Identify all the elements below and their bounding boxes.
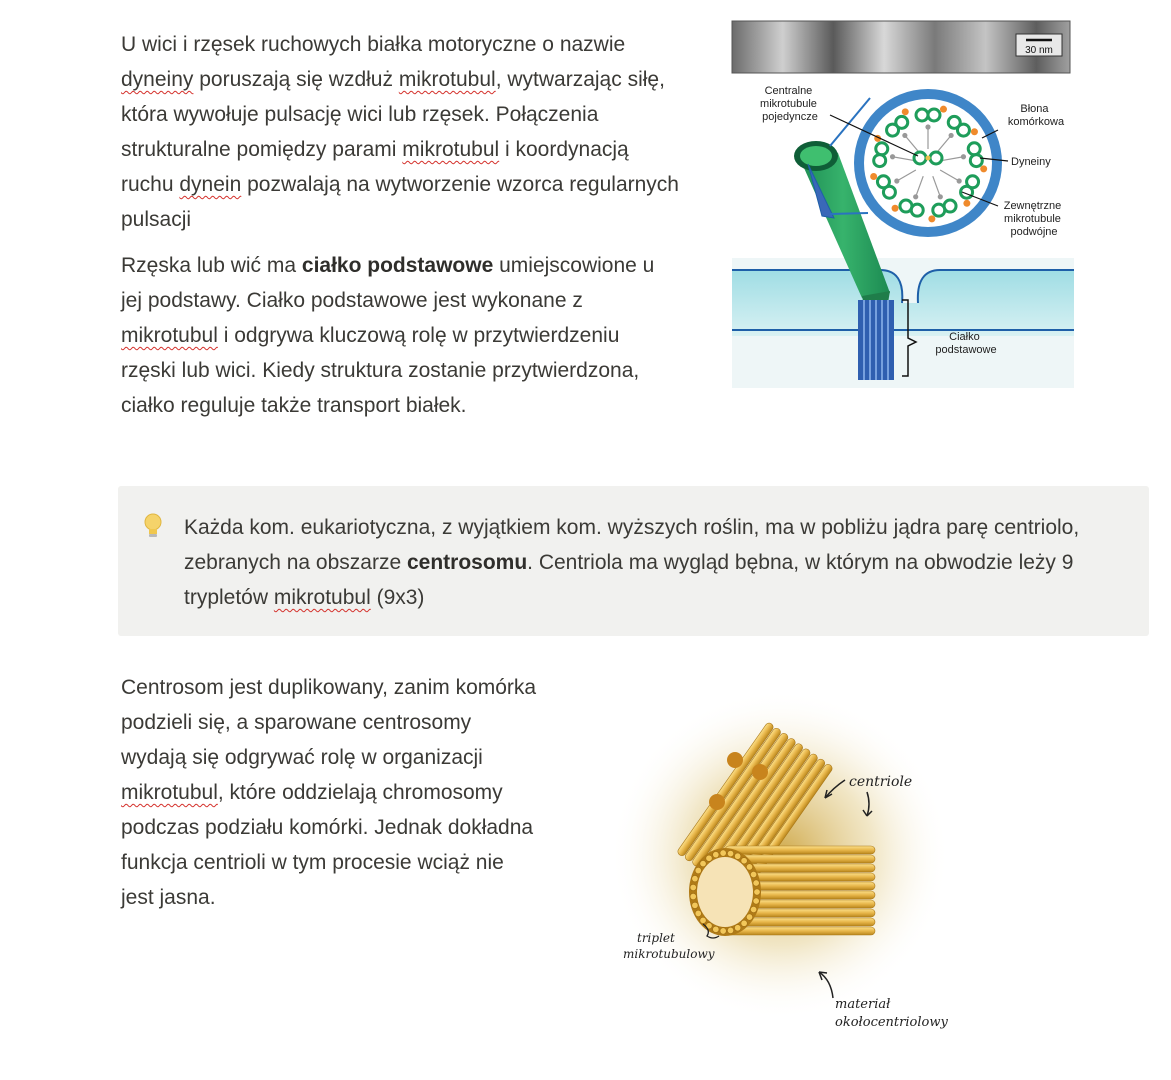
triplet-tubule <box>695 910 701 916</box>
spoke-head <box>938 195 942 199</box>
triplet-tubule <box>754 889 760 895</box>
label-dyneins: Dyneiny <box>1011 156 1051 168</box>
label-basal-2: podstawowe <box>935 344 997 356</box>
text-segment: i koordynacją ruchu <box>121 138 629 196</box>
triplet-tubule <box>695 867 701 873</box>
text-segment: umiejscowione u jej podstawy. Ciałko podstawowe jest wykonane z <box>121 254 655 312</box>
text-segment: i odgrywa kluczową rolę w przytwierdzeniu rzęski lub wici. Kiedy struktura zostanie przytwierdzona, ciałko reguluje także transport białek. <box>121 324 640 417</box>
paragraph-flagella-motion <box>121 27 681 237</box>
dynein-arm <box>902 108 909 115</box>
triplet-tubule <box>746 864 752 870</box>
triplet-tubule <box>727 850 733 856</box>
spoke-head <box>961 155 965 159</box>
svg-text:Zewnętrzne mikrotubule <box>1004 200 1065 238</box>
svg-text:Błona komórkowa <box>1008 103 1065 128</box>
basal-body <box>858 300 894 380</box>
triplet-tubule <box>750 871 756 877</box>
label-membrane-1: Błona <box>1020 103 1049 115</box>
label-outer-1: Zewnętrzne <box>1003 200 1062 212</box>
spoke-head <box>891 155 895 159</box>
triplet-tubule <box>690 884 696 890</box>
text-segment: . Centriola ma wygląd bębna, w którym na obwodzie leży 9 trypletów <box>184 551 1074 609</box>
spellcheck-word: mikrotubul <box>273 586 371 609</box>
spellcheck-word: mikrotubul <box>121 324 218 347</box>
triplet-tubule <box>692 902 698 908</box>
paragraph-centrosome-duplication <box>121 670 541 915</box>
spoke-head <box>926 125 930 129</box>
centriole-front <box>689 846 875 936</box>
dynein-arm <box>980 165 987 172</box>
triplet-tubule <box>700 917 706 923</box>
paragraph-basal-body <box>121 248 669 423</box>
triplet-tubule <box>734 925 740 931</box>
text-segment: , wytwarzając siłę, która wywołuje pulsację wici lub rzęsek. Połączenia strukturalne pomiędzy parami <box>121 68 665 161</box>
label-material-1: materiał <box>835 997 891 1012</box>
text-segment: Rzęska lub wić ma <box>121 254 302 277</box>
spoke-head <box>914 195 918 199</box>
text-segment: Każda kom. eukariotyczna, z wyjątkiem kom. wyższych roślin, ma w pobliżu jądra parę centriolo, zebranych na obszarze <box>184 516 1080 574</box>
callout-text <box>184 510 1114 615</box>
label-triplet-1: triplet <box>637 931 675 945</box>
label-central-1: Centralne <box>764 85 813 97</box>
spellcheck-word: mikrotubul <box>398 68 496 91</box>
spellcheck-word: dyneiny <box>121 68 194 91</box>
microtubule-rod <box>725 927 875 935</box>
bold-term: ciałko podstawowe <box>301 254 494 277</box>
callout-centrosome <box>118 486 1149 636</box>
text-segment: (9x3) <box>370 586 425 609</box>
dynein-arm <box>963 200 970 207</box>
triplet-tubule <box>750 906 756 912</box>
svg-text:Centralne mikrotubule <box>760 85 820 123</box>
dynein-arm <box>928 215 935 222</box>
triplet-tubule <box>706 855 712 861</box>
spellcheck-word: mikrotubul <box>121 781 218 804</box>
spoke-head <box>903 133 907 137</box>
text-segment: , które oddzielają chromosomy podczas podziału komórki. Jednak dokładna funkcja centrioli w tym procesie wciąż nie jest jasna. <box>121 781 534 909</box>
dynein-arm <box>892 205 899 212</box>
text-segment: pozwalają na wytworzenie wzorca regularnych pulsacji <box>121 173 679 231</box>
text-segment: U wici i rzęsek ruchowych białka motoryczne o nazwie <box>121 33 626 56</box>
triplet-tubule <box>734 853 740 859</box>
scale-bar-label: 30 nm <box>1025 45 1053 56</box>
label-membrane-2: komórkowa <box>1007 116 1065 128</box>
triplet-tubule <box>713 851 719 857</box>
label-outer-3: podwójne <box>1010 226 1058 238</box>
svg-text:materiał okołocentriolowy <box>835 997 948 1030</box>
triplet-tubule <box>720 850 726 856</box>
spoke-head <box>949 133 953 137</box>
triplet-tubule <box>741 920 747 926</box>
triplet-tubule <box>746 914 752 920</box>
triplet-tubule <box>692 875 698 881</box>
microtubule-rod <box>725 846 875 854</box>
centriole-illustration <box>605 680 960 1050</box>
label-triplet-2: mikrotubulowy <box>623 947 715 961</box>
triplet-tubule <box>753 898 759 904</box>
label-central-3: pojedyncze <box>762 111 818 123</box>
spoke-head <box>895 179 899 183</box>
label-outer-2: mikrotubule <box>1004 213 1061 225</box>
lightbulb-icon <box>144 513 162 544</box>
label-central-2: mikrotubule <box>760 98 817 110</box>
triplet-tubule <box>727 927 733 933</box>
text-segment: Centrosom jest duplikowany, zanim komórka podzieli się, a sparowane centrosomy wydają się odgrywać rolę w organizacji <box>121 676 537 769</box>
label-centriole: centriole <box>849 774 913 790</box>
label-material-2: okołocentriolowy <box>835 1015 948 1030</box>
spellcheck-word: mikrotubul <box>402 138 500 161</box>
triplet-tubule <box>720 928 726 934</box>
triplet-tubule <box>700 860 706 866</box>
label-basal-1: Ciałko <box>949 331 980 343</box>
spellcheck-word: dynein <box>179 173 242 196</box>
dynein-arm <box>971 128 978 135</box>
spoke-head <box>957 179 961 183</box>
bold-term: centrosomu <box>406 551 528 574</box>
dynein-arm <box>940 106 947 113</box>
triplet-tubule <box>713 926 719 932</box>
triplet-tubule <box>753 880 759 886</box>
dynein-arm <box>870 173 877 180</box>
text-segment: poruszają się wzdłuż <box>193 68 399 91</box>
triplet-tubule <box>741 858 747 864</box>
cilium-diagram <box>730 18 1076 390</box>
triplet-tubule <box>690 893 696 899</box>
